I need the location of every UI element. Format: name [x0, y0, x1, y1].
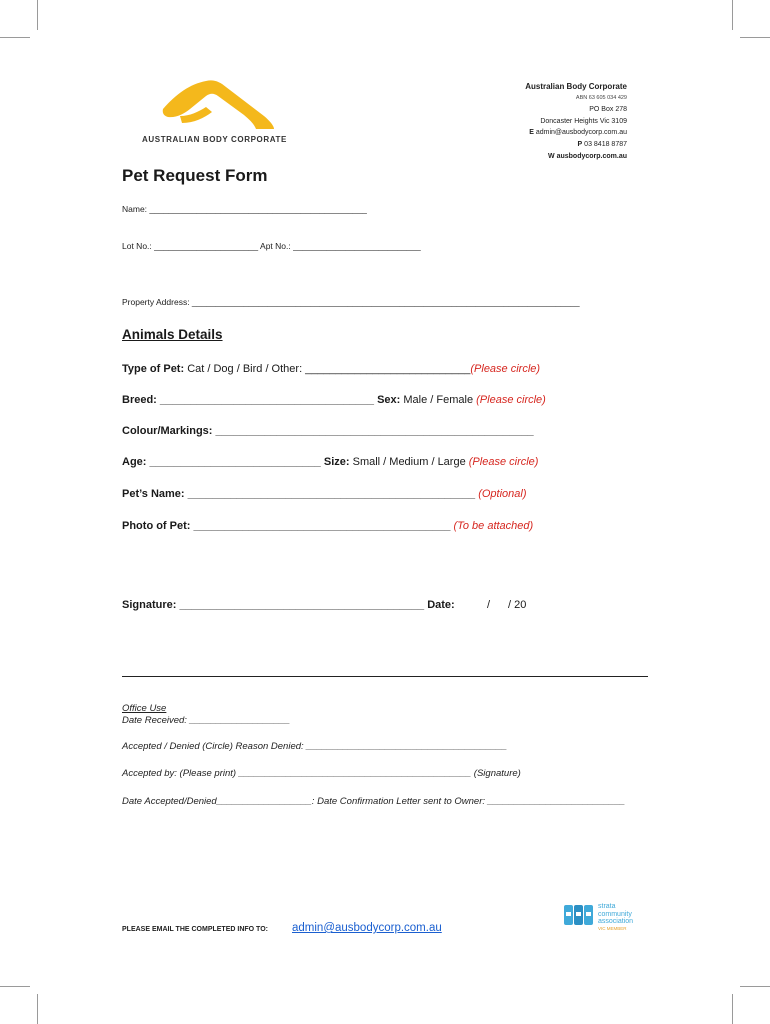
- footer-email-link[interactable]: admin@ausbodycorp.com.au: [292, 922, 442, 934]
- crop-mark: [740, 37, 770, 38]
- company-logo-icon: [160, 76, 280, 134]
- page-title: Pet Request Form: [122, 166, 268, 185]
- date-slash-1: /: [487, 599, 491, 611]
- office-use-title: Office Use: [122, 703, 167, 714]
- property-address-field[interactable]: Property Address: __________________________________________________________________________________: [122, 297, 580, 307]
- crop-mark: [0, 986, 30, 987]
- crop-mark: [37, 994, 38, 1024]
- section-divider: [122, 676, 648, 677]
- company-name: Australian Body Corporate: [525, 82, 627, 91]
- date-received-field[interactable]: Date Received: ___________________: [122, 715, 290, 726]
- company-abn: ABN 63 605 034 429: [575, 94, 627, 101]
- lot-apt-field[interactable]: Lot No.: ______________________ Apt No.: ___________________________: [122, 241, 421, 251]
- crop-mark: [740, 986, 770, 987]
- crop-mark: [37, 0, 38, 30]
- logo-text: AUSTRALIAN BODY CORPORATE: [142, 135, 287, 144]
- signature-row[interactable]: Signature: ________________________________________ Date:: [122, 599, 455, 611]
- sca-text-1: strata: [598, 903, 616, 910]
- company-phone-row: P 03 8418 8787: [577, 140, 627, 148]
- name-field[interactable]: Name: ______________________________________________: [122, 204, 367, 214]
- sca-logo-icon: [564, 903, 594, 927]
- company-suburb: Doncaster Heights Vic 3109: [540, 117, 627, 125]
- photo-of-pet-row[interactable]: Photo of Pet: __________________________________________ (To be attached): [122, 520, 534, 532]
- sca-text-4: VIC MEMBER: [598, 925, 627, 931]
- company-po-box: PO Box 278: [589, 106, 627, 114]
- company-web-row: W ausbodycorp.com.au: [548, 152, 627, 160]
- breed-sex-row[interactable]: Breed: ___________________________________ Sex: Male / Female (Please circle): [122, 394, 546, 406]
- date-accepted-field[interactable]: Date Accepted/Denied__________________: Date Confirmation Letter sent to Owner: __________________________: [122, 796, 626, 807]
- company-email[interactable]: admin@ausbodycorp.com.au: [535, 129, 627, 137]
- crop-mark: [732, 0, 733, 30]
- animals-heading: Animals Details: [122, 327, 223, 342]
- sca-text-3: association: [598, 918, 634, 925]
- colour-markings-row[interactable]: Colour/Markings: ____________________________________________________: [122, 425, 534, 437]
- age-size-row[interactable]: Age: ____________________________ Size: Small / Medium / Large (Please circle): [122, 456, 539, 468]
- sca-logo-text: [598, 903, 633, 931]
- footer-label: PLEASE EMAIL THE COMPLETED INFO TO:: [122, 926, 268, 933]
- accepted-denied-field[interactable]: Accepted / Denied (Circle) Reason Denied: ______________________________________: [122, 741, 508, 752]
- crop-mark: [732, 994, 733, 1024]
- date-slash-2: / 20: [508, 599, 527, 611]
- pet-name-row[interactable]: Pet’s Name: _______________________________________________ (Optional): [122, 488, 527, 500]
- crop-mark: [0, 37, 30, 38]
- company-address: [525, 81, 627, 162]
- company-web[interactable]: ausbodycorp.com.au: [556, 152, 627, 160]
- accepted-by-field[interactable]: Accepted by: (Please print) ____________________________________________ (Signature): [122, 768, 521, 779]
- company-email-row: E admin@ausbodycorp.com.au: [529, 129, 627, 137]
- type-of-pet-row[interactable]: Type of Pet: Cat / Dog / Bird / Other: ___________________________(Please circle): [122, 363, 541, 375]
- sca-text-2: community: [598, 910, 632, 918]
- company-phone: 03 8418 8787: [584, 140, 627, 148]
